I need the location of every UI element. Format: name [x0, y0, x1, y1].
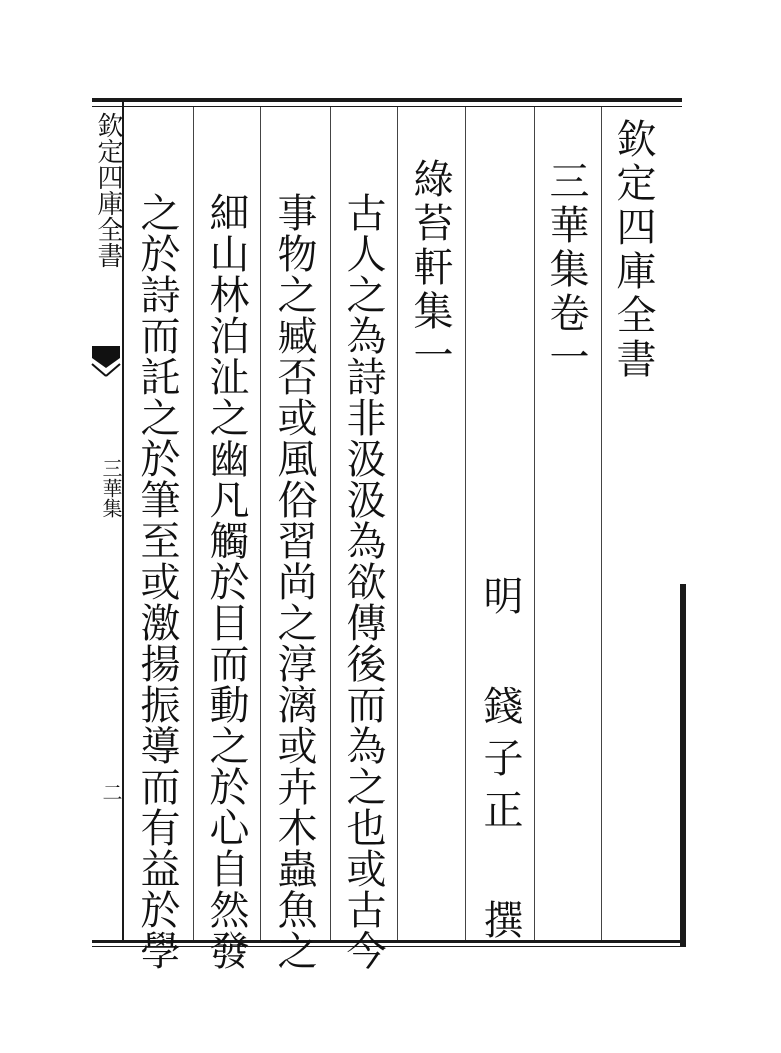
column-divider [601, 107, 602, 940]
column-text: 細山林泊沚之幽凡觸於目而動之於心自然發 [203, 192, 249, 971]
bottom-border-thin [92, 946, 682, 947]
margin-title: 欽定四庫全書 [93, 112, 123, 268]
top-border [92, 98, 682, 102]
column-text: 欽定四庫全書 [610, 118, 656, 382]
column-divider [465, 107, 466, 940]
column-divider [260, 107, 261, 940]
column-divider [193, 107, 194, 940]
column-text: 事物之臧否或風俗習尚之淳漓或卉木蟲魚之 [271, 192, 317, 971]
page-number: 二 [99, 782, 123, 802]
column-text: 三華集卷一 [543, 160, 589, 380]
right-border [680, 584, 686, 947]
top-border-thin [92, 106, 682, 107]
column-text: 之於詩而託之於筆至或激揚振導而有益於學 [134, 192, 180, 971]
margin-book-title: 三華集 [99, 458, 123, 518]
column-divider [330, 107, 331, 940]
bottom-border [92, 940, 682, 943]
column-divider [534, 107, 535, 940]
fishtail-mark-icon [90, 344, 122, 378]
column-text: 綠苔軒集一 [407, 158, 453, 378]
column-text: 古人之為詩非汲汲為欲傳後而為之也或古今 [340, 192, 386, 971]
column-divider [397, 107, 398, 940]
column-text: 明 錢子正 撰 [477, 575, 523, 951]
